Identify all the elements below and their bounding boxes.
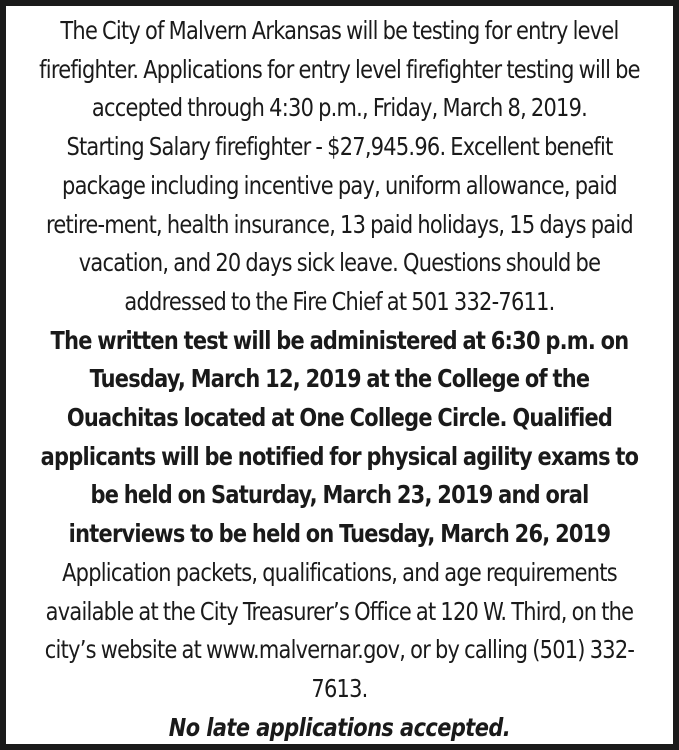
salary-benefits-paragraph: Starting Salary firefighter - $27,945.96. Excellent benefit package including incentive pay, uniform allowance, paid retire-ment, health insurance, 13 paid holidays, 15 days paid vacation, and 20 days sick leave. Questions should be addressed to the Fire Chief at 501 332-7611.	[46, 132, 633, 316]
application-info-paragraph: Application packets, qualifications, and age requirements available at the City Treasurer’s Office at 120 W. Third, on the city’s website at www.malvernar.gov, or by calling (501) 332-7613.	[44, 557, 635, 703]
test-schedule-paragraph: The written test will be administered at 6:30 p.m. on Tuesday, March 12, 2019 at the College of the Ouachitas located at One College Circle. Qualified applicants will be notified for physical agility exams to be held on Saturday, March 23, 2019 and oral interviews to be held on Tuesday, March 26, 2019	[40, 325, 639, 549]
no-late-applications-notice: No late applications accepted.	[168, 712, 511, 742]
testing-announcement-paragraph: The City of Malvern Arkansas will be testing for entry level firefighter. Applications for entry level firefighter testing will be accepted through 4:30 p.m., Friday, March 8, 2019.	[39, 16, 640, 123]
